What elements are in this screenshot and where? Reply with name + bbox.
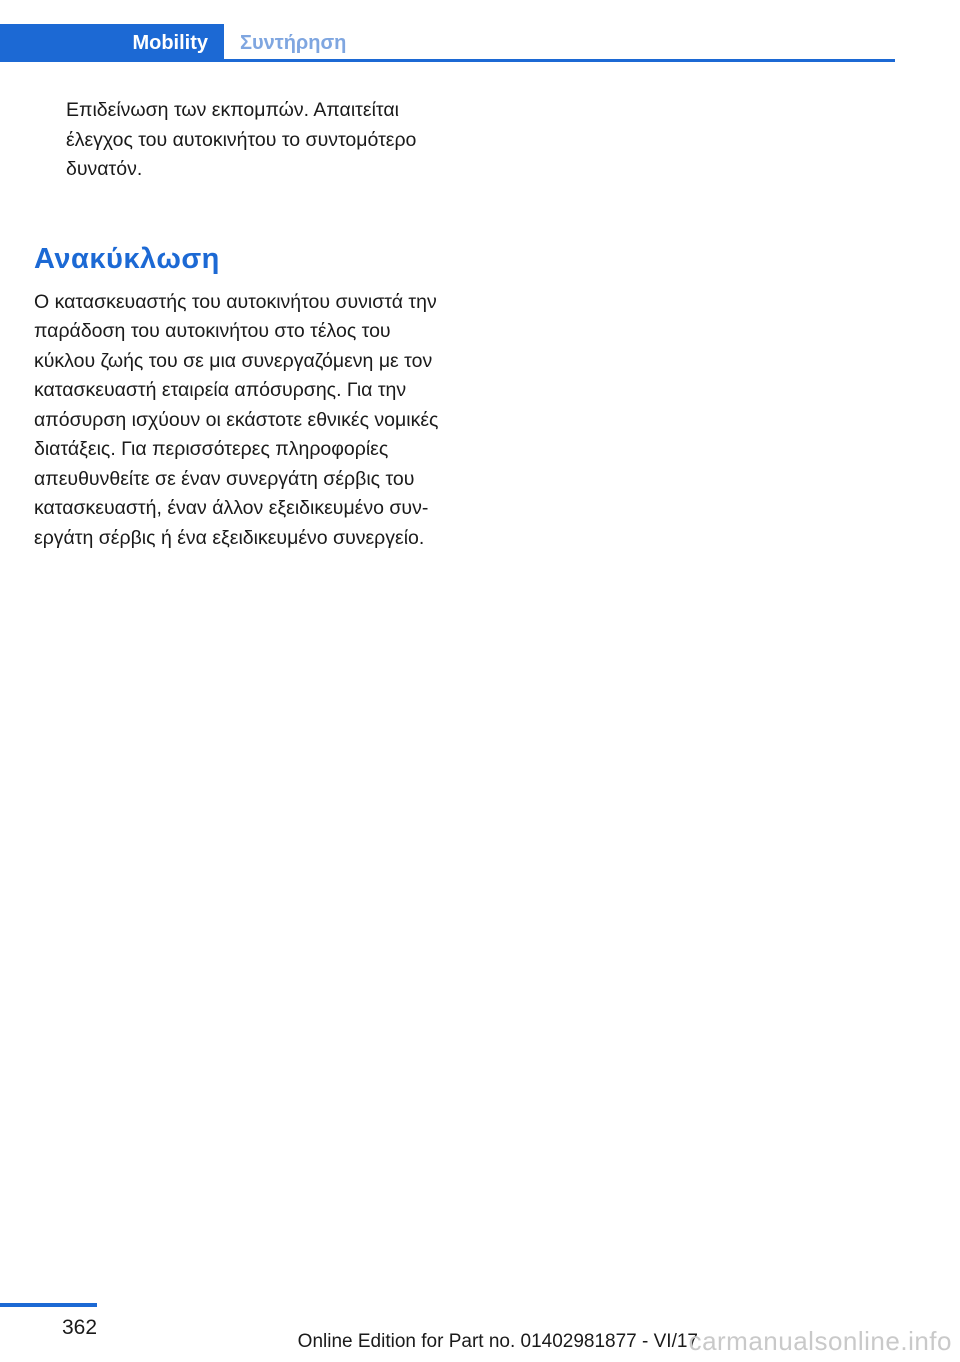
- section-body: Ο κατασκευαστής του αυτοκινήτου συνιστά την παράδοση του αυτοκινήτου στο τέλος του κύκλου ζωής του σε μια συνεργαζόμενη με τον κατασκευαστή εταιρεία απόσυρσης. Για την απόσυρση ισχύουν οι εκάστοτε εθνικές νομικές διατάξεις. Για περισσότερες πληροφορίες απευθυνθείτε σε έναν συνεργάτη σέρβις του κατασκευαστή, έναν άλλον εξειδικευμένο συνεργάτη σέρβις ή ένα εξειδικευμένο συνεργείο.: [34, 290, 439, 549]
- tab-maintenance[interactable]: [240, 24, 346, 62]
- section-title: Ανακύκλωση: [34, 242, 220, 275]
- page-number: 362: [62, 1316, 98, 1339]
- tab-maintenance-label: Συντήρηση: [240, 31, 347, 54]
- intro-paragraph: Επιδείνωση των εκπομπών. Απαιτείται έλεγχος του αυτοκινήτου το συντομότερο δυνατόν.: [66, 99, 417, 180]
- watermark: carmanualsonline.info: [688, 1326, 952, 1356]
- page-header: [0, 24, 895, 62]
- header-divider: [224, 59, 895, 62]
- tab-mobility[interactable]: [0, 24, 224, 62]
- tab-mobility-label: Mobility: [132, 31, 208, 54]
- edition-note: Online Edition for Part no. 01402981877 - VI/17: [297, 1331, 698, 1352]
- page-content: [34, 96, 454, 553]
- footer-divider: [0, 1303, 97, 1307]
